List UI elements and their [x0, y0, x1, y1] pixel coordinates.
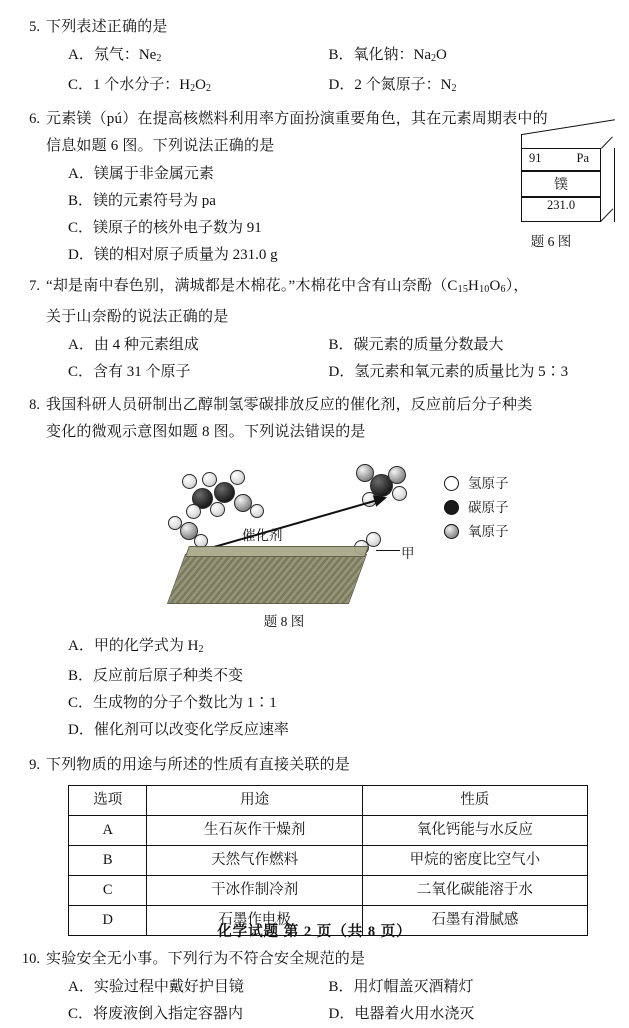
cell-use: 石墨作电极 [147, 905, 362, 935]
question-number: 10. [21, 950, 40, 967]
catalyst-surface [167, 554, 367, 604]
option-A[interactable] [46, 42, 323, 72]
option-text: 氧化钠：Na [353, 47, 432, 63]
oxygen-atom-icon [444, 524, 459, 539]
option-subscript: 2 [431, 53, 437, 65]
options-list [46, 974, 599, 1028]
question-stem: 下列表述正确的是 [46, 19, 168, 35]
option-subscript: 2 [190, 83, 196, 95]
stem-text-part-1: “却是南中春色别，满城都是木棉花。”木棉花中含有山奈酚（C [46, 278, 458, 295]
option-text: 2 个氮原子：N [354, 77, 452, 94]
option-C[interactable]: C．含有 31 个原子 [68, 363, 191, 380]
option-B[interactable] [323, 42, 600, 72]
table-header-row [69, 785, 588, 815]
formula-sub-3: 6 [500, 284, 506, 296]
options-list [46, 633, 599, 744]
cell-option: C [69, 875, 147, 905]
question-7 [14, 273, 599, 385]
option-label: B． [68, 667, 94, 684]
formula-sub-2: 10 [479, 284, 490, 296]
option-C[interactable] [46, 690, 599, 717]
options-list [46, 161, 599, 269]
figure-8-reaction-diagram [46, 450, 599, 632]
option-text: 甲的化学式为 H [93, 637, 199, 654]
catalyst-label: 催化剂 [242, 527, 283, 543]
option-label: A． [68, 637, 94, 654]
cell-option: A [69, 815, 147, 845]
option-label: B． [328, 47, 354, 63]
formula-h: H [468, 278, 480, 295]
table-row[interactable] [69, 875, 588, 905]
question-stem-line-1: 元素镁（pú）在提高核燃料利用率方面扮演重要角色，其在元素周期表中的 [46, 111, 548, 128]
question-10 [14, 946, 599, 1028]
cell-property: 石墨有滑腻感 [362, 905, 587, 935]
question-number: 9. [29, 756, 40, 773]
question-number: 6. [29, 111, 40, 128]
option-B[interactable]: B．镁的元素符号为 pa [68, 193, 216, 210]
question-5 [14, 14, 599, 102]
column-header-property: 性质 [362, 785, 587, 815]
option-D[interactable] [323, 72, 600, 102]
question-8 [14, 392, 599, 744]
question-stem: 下列物质的用途与所述的性质有直接关联的是 [46, 756, 351, 773]
option-tail: O [436, 47, 447, 63]
option-C[interactable]: C．镁原子的核外电子数为 91 [68, 220, 262, 237]
option-subscript: 2 [156, 53, 162, 65]
atomic-number: 91 [529, 151, 542, 166]
question-number: 5. [29, 19, 40, 35]
hydrogen-atom-icon [444, 476, 459, 491]
option-A[interactable]: A．镁属于非金属元素 [68, 166, 214, 183]
cell-option: B [69, 845, 147, 875]
cell-property: 氧化钙能与水反应 [362, 815, 587, 845]
question-9 [14, 752, 599, 936]
option-text: 氖气：Ne [93, 47, 157, 63]
option-text: 反应前后原子种类不变 [93, 667, 244, 684]
option-label: D． [68, 721, 94, 738]
legend-label-hydrogen: 氢原子 [468, 475, 509, 491]
option-subscript: 2 [198, 643, 204, 655]
option-D[interactable] [46, 717, 599, 744]
option-label: C． [68, 694, 94, 711]
options-list [46, 332, 599, 386]
formula-sub-1: 15 [457, 284, 469, 296]
question-stem-line-1 [46, 273, 599, 303]
table-row[interactable] [69, 845, 588, 875]
question-number: 7. [29, 278, 40, 295]
option-text: 催化剂可以改变化学反应速率 [93, 721, 289, 738]
cell-use: 天然气作燃料 [147, 845, 362, 875]
question-stem-line-2: 信息如题 6 图。下列说法正确的是 [46, 138, 275, 155]
option-tail: O [195, 77, 206, 94]
formula-o: O [489, 278, 501, 295]
column-header-use: 用途 [147, 785, 362, 815]
option-B[interactable] [46, 663, 599, 690]
cell-use: 干冰作制冷剂 [147, 875, 362, 905]
column-header-option: 选项 [69, 785, 147, 815]
question-stem-line-2: 变化的微观示意图如题 8 图。下列说法错误的是 [46, 423, 366, 440]
legend-label-oxygen: 氧原子 [468, 523, 509, 539]
option-D[interactable]: D．镁的相对原子质量为 231.0 g [68, 247, 278, 264]
option-text: 生成物的分子个数比为 1∶1 [93, 694, 277, 711]
cell-property: 二氧化碳能溶于水 [362, 875, 587, 905]
figure-legend [444, 472, 509, 544]
element-name: 镤 [554, 178, 568, 194]
question-stem-line-1: 我国科研人员研制出乙醇制氢零碳排放反应的催化剂，反应前后分子种类 [46, 396, 533, 413]
option-text: 1 个水分子：H [93, 77, 191, 94]
option-D[interactable]: D．氢元素和氧元素的质量比为 5∶3 [328, 363, 569, 380]
option-subscript: 2 [451, 83, 457, 95]
page-footer: 化学试题 第 2 页（共 8 页） [217, 924, 412, 940]
periodic-table-cell-figure [521, 134, 617, 226]
option-A[interactable]: A．由 4 种元素组成 [68, 336, 199, 353]
question-number: 8. [29, 396, 40, 413]
option-D[interactable]: D．电器着火用水浇灭 [328, 1005, 475, 1022]
properties-uses-table [68, 785, 588, 936]
carbon-atom-icon [444, 500, 459, 515]
product-label: 甲 [401, 545, 415, 561]
cell-use: 生石灰作干燥剂 [147, 815, 362, 845]
option-label: C． [68, 77, 94, 94]
option-subscript-2: 2 [205, 83, 211, 95]
relative-atomic-mass: 231.0 [546, 198, 576, 213]
option-A[interactable] [46, 633, 599, 663]
legend-label-carbon: 碳原子 [468, 499, 509, 515]
option-label: A． [68, 47, 94, 63]
question-6 [14, 106, 599, 269]
option-C[interactable] [46, 72, 323, 102]
question-stem: 实验安全无小事。下列行为不符合安全规范的是 [46, 950, 366, 967]
question-stem-line-2: 关于山奈酚的说法正确的是 [46, 308, 229, 325]
stem-text-part-2: ）， [505, 278, 529, 295]
option-A[interactable]: A．实验过程中戴好护目镜 [68, 978, 244, 995]
element-symbol: Pa [576, 151, 589, 166]
cell-option: D [69, 905, 147, 935]
figure-6-caption: 题 6 图 [530, 234, 572, 250]
cell-property: 甲烷的密度比空气小 [362, 845, 587, 875]
option-label: D． [328, 77, 355, 94]
product-leader-line [376, 550, 400, 551]
option-B[interactable]: B．用灯帽盖灭酒精灯 [328, 978, 474, 995]
table-row[interactable] [69, 815, 588, 845]
figure-8-caption: 题 8 图 [263, 613, 305, 629]
option-B[interactable]: B．碳元素的质量分数最大 [328, 336, 504, 353]
option-C[interactable]: C．将废液倒入指定容器内 [68, 1005, 244, 1022]
options-list [46, 42, 599, 102]
exam-page [0, 14, 629, 1022]
